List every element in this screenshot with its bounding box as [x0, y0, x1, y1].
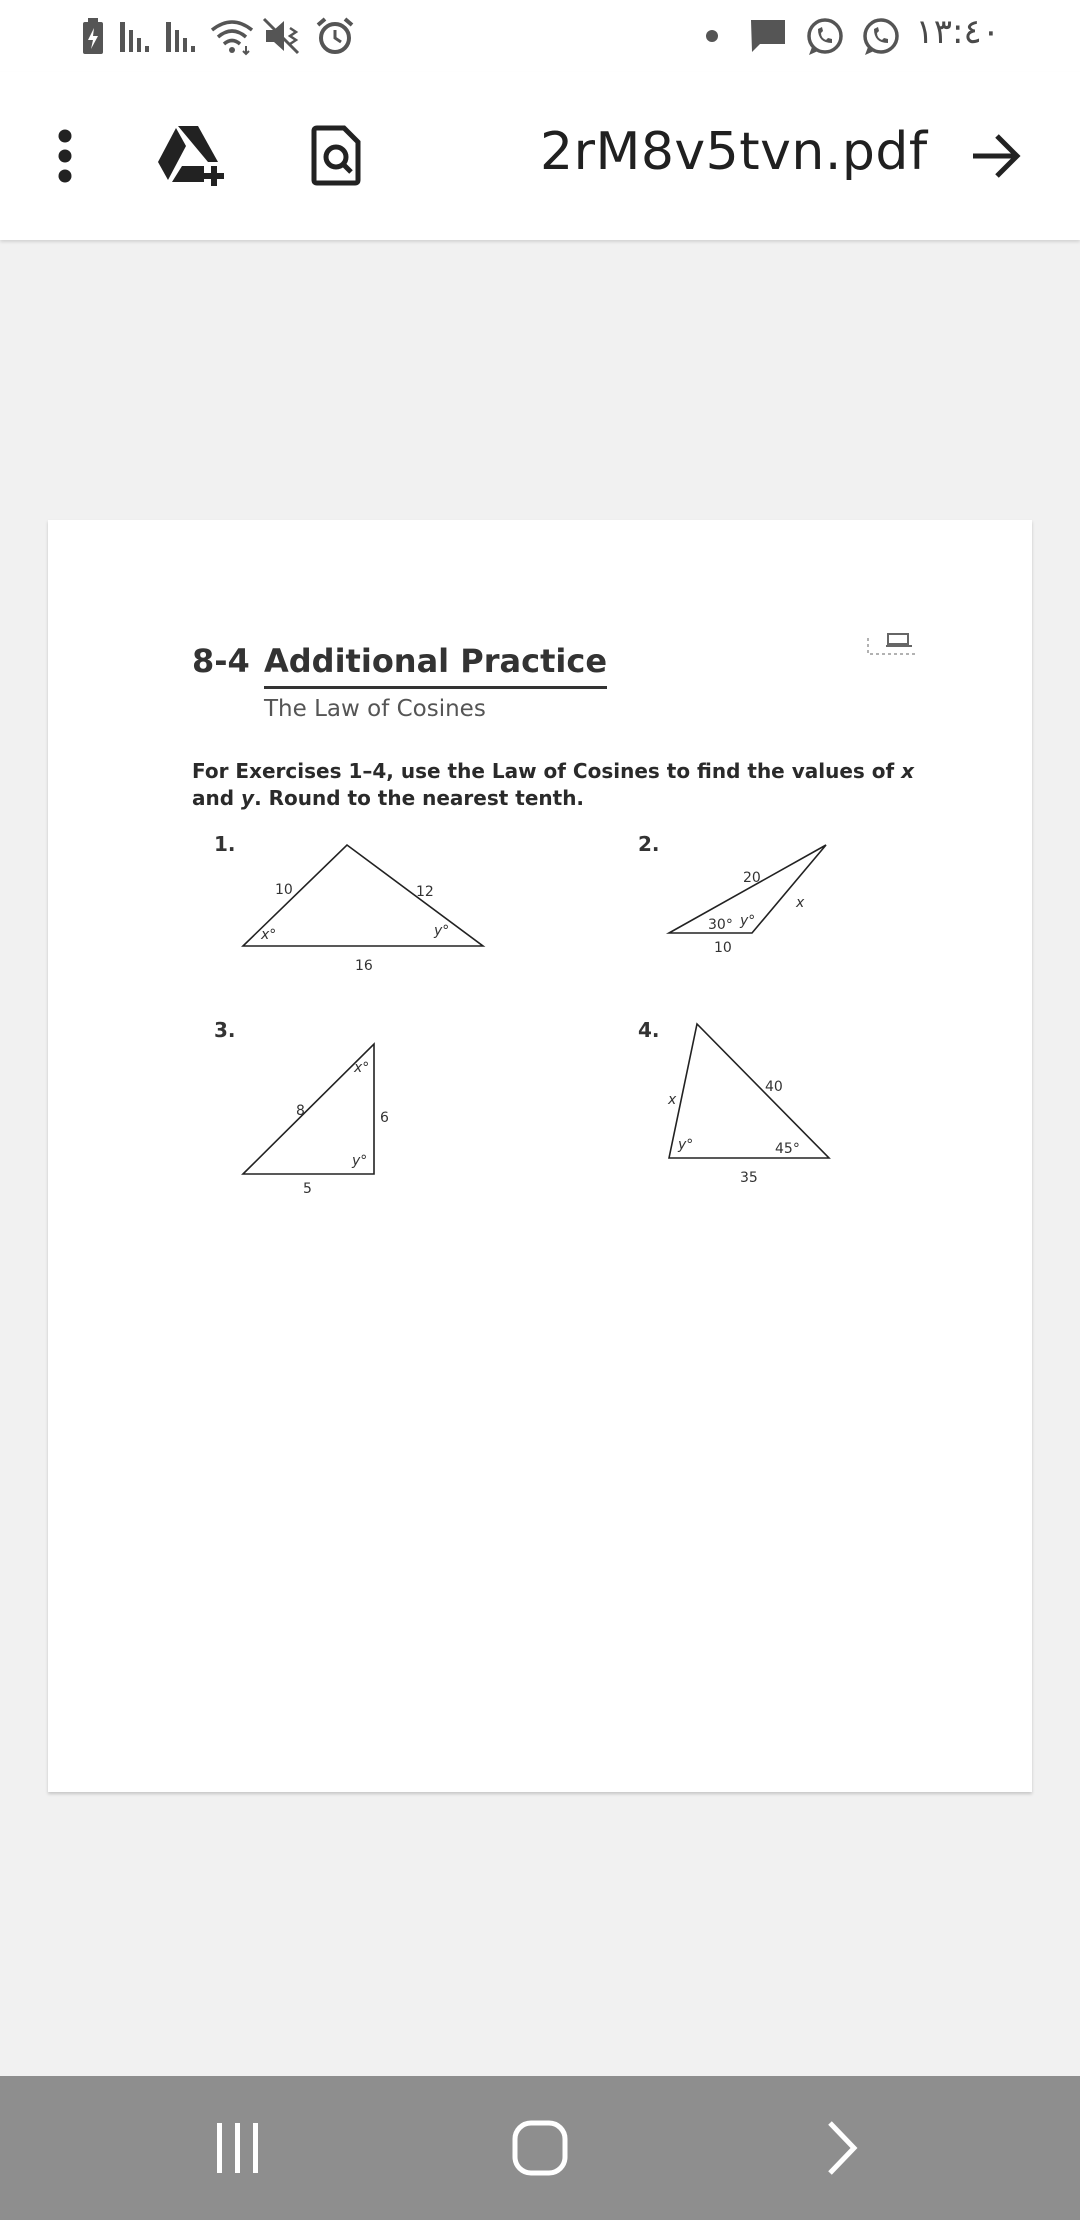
side-label: 40 [765, 1079, 783, 1095]
exercise-4-triangle [658, 1014, 978, 1194]
home-icon [511, 2119, 569, 2177]
recent-apps-button[interactable] [158, 2076, 318, 2220]
alarm-icon [314, 16, 356, 56]
exercise-number: 1. [214, 832, 236, 856]
drive-add-icon [156, 124, 228, 188]
lesson-number: 8-4 [192, 642, 250, 680]
file-title: 2rM8v5tvn.pdf [540, 122, 928, 182]
recent-apps-icon [213, 2121, 263, 2175]
document-page [48, 520, 1032, 1792]
back-icon [822, 2119, 862, 2177]
angle-label: x° [354, 1060, 370, 1076]
angle-label: 30° [708, 917, 733, 933]
whatsapp-icon [804, 16, 846, 58]
message-icon [748, 16, 788, 56]
angle-label: y° [678, 1137, 694, 1153]
more-options-button[interactable] [30, 116, 100, 196]
side-label: 10 [714, 940, 732, 956]
home-button[interactable] [460, 2076, 620, 2220]
exercise-number: 4. [638, 1018, 660, 1042]
angle-label: y° [740, 913, 756, 929]
status-time: ١٣:٤٠ [915, 12, 1000, 52]
angle-label: x° [261, 927, 277, 943]
side-label: 5 [303, 1181, 312, 1194]
angle-label: y° [352, 1153, 368, 1169]
side-label: 35 [740, 1170, 758, 1186]
side-label: 6 [380, 1110, 389, 1126]
add-to-drive-button[interactable] [150, 116, 234, 196]
exercise-2-triangle [658, 830, 978, 990]
exercise-3-triangle [228, 1014, 548, 1194]
exercise-1-triangle [228, 830, 548, 990]
angle-label: y° [434, 923, 450, 939]
navigation-bar [0, 2076, 1080, 2220]
forward-arrow-icon [969, 132, 1023, 180]
side-label: 20 [743, 870, 761, 886]
find-in-page-icon [310, 125, 362, 187]
mute-icon [262, 16, 304, 56]
app-bar [0, 72, 1080, 240]
notification-dot-icon [704, 28, 720, 44]
side-label: 10 [275, 882, 293, 898]
side-label: 12 [416, 884, 434, 900]
signal-icon [164, 16, 206, 56]
cast-corner-icon [866, 630, 922, 660]
side-label: 16 [355, 958, 373, 974]
side-label: x [796, 895, 805, 911]
lesson-title: Additional Practice [264, 642, 607, 689]
battery-saver-icon [80, 16, 106, 56]
signal-icon [118, 16, 160, 56]
status-bar [0, 0, 1080, 72]
side-label: x [668, 1092, 677, 1108]
open-forward-button[interactable] [956, 116, 1036, 196]
find-in-page-button[interactable] [296, 116, 376, 196]
exercise-number: 2. [638, 832, 660, 856]
whatsapp-icon [860, 16, 902, 58]
exercise-number: 3. [214, 1018, 236, 1042]
lesson-subtitle: The Law of Cosines [264, 696, 486, 722]
angle-label: 45° [775, 1141, 800, 1157]
more-vert-icon [55, 128, 75, 184]
wifi-icon [208, 16, 256, 56]
back-button[interactable] [762, 2076, 922, 2220]
instructions: For Exercises 1–4, use the Law of Cosines to find the values of x and y. Round to the nearest tenth. [192, 759, 915, 810]
side-label: 8 [296, 1103, 305, 1119]
